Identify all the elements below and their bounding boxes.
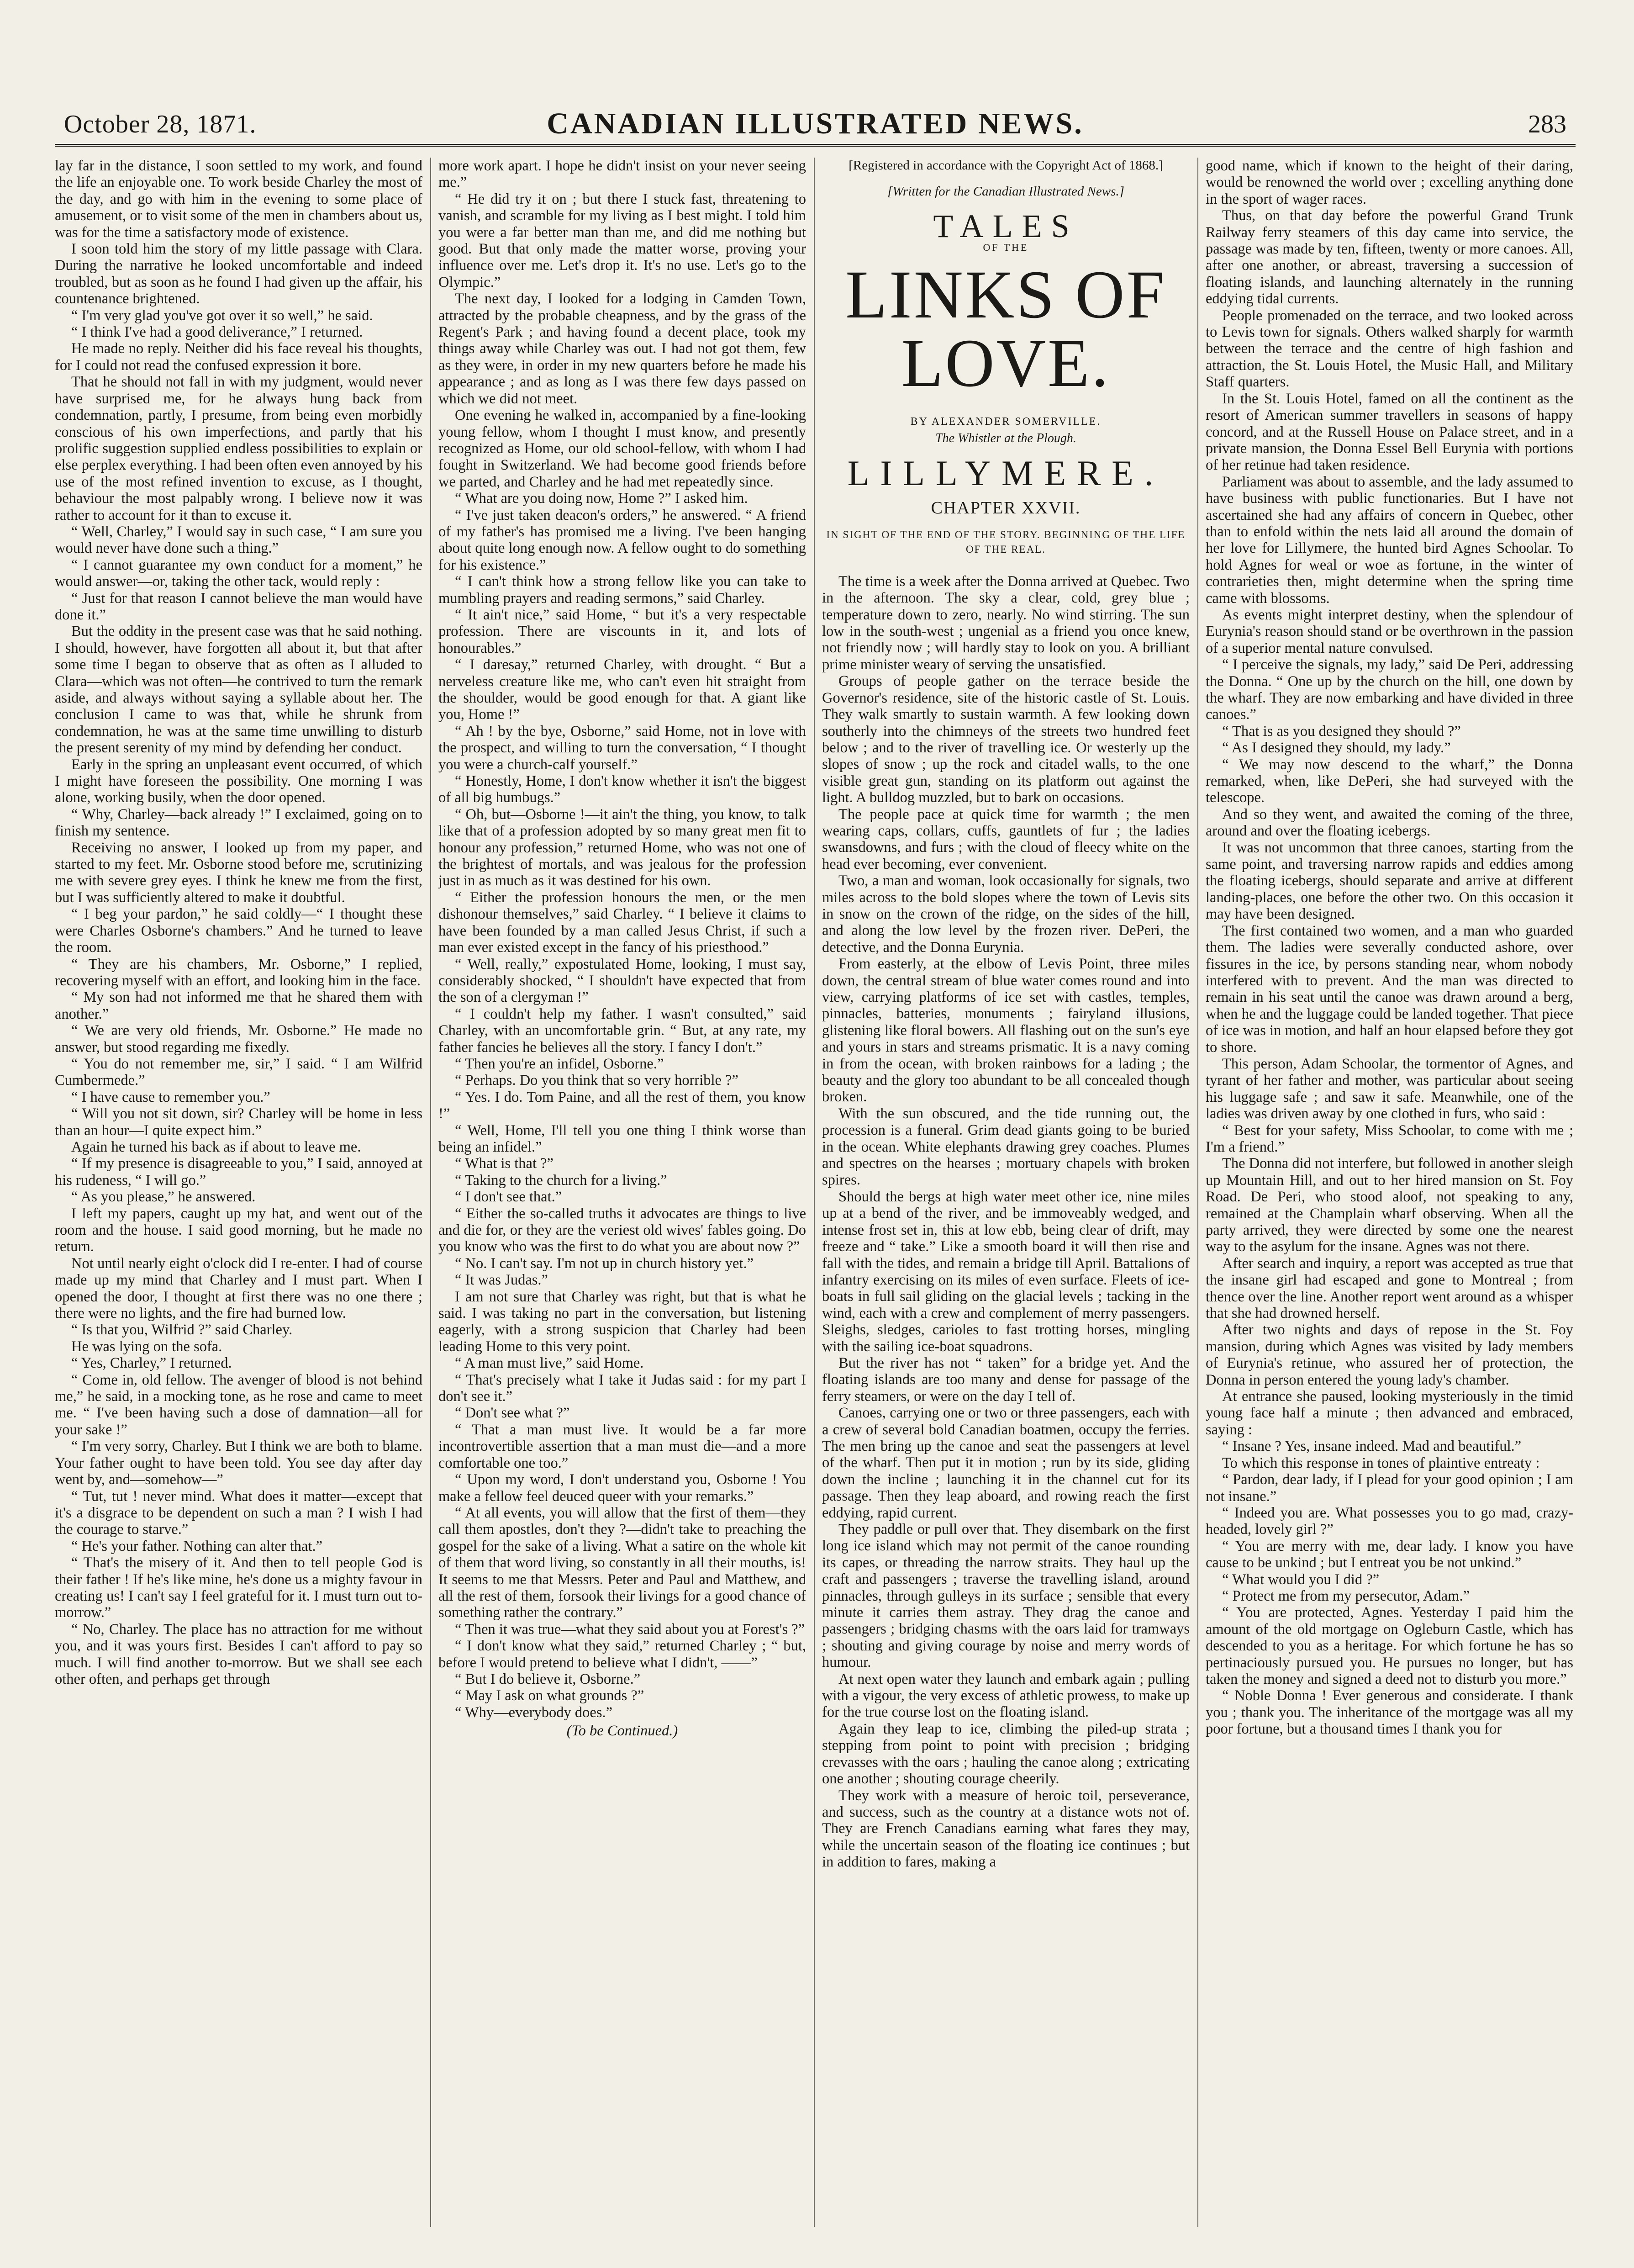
paragraph: “ I perceive the signals, my lady,” said De Peri, addressing the Donna. “ One up by the church on the hill, one down by the wharf. They are now embarking and have divided in three canoes.” [1206,656,1573,723]
paragraph: “ What would you I did ?” [1222,1571,1380,1588]
paragraph: “ Either the profession honours the men, or the men dishonour themselves,” said Charley. “ I believe it claims to have been founded by a man called Jesus Christ, if such a man ever existed except in the fancy of his priesthood.” [438,889,806,956]
paragraph: “ Don't see what ?” [455,1405,570,1422]
paragraph: “ Well, Charley,” I would say in such case, “ I am sure you would never have done such a thing.” [55,523,422,557]
paragraph: “ Then you're an infidel, Osborne.” [455,1055,664,1072]
paragraph: “ Just for that reason I cannot believe the man would have done it.” [55,590,422,623]
paragraph: “ That a man must live. It would be a far more incontrovertible assertion that a man must die—and a more comfortable one too.” [438,1421,806,1471]
paragraph: I soon told him the story of my little passage with Clara. During the narrative he looked uncomfortable and indeed troubled, but as soon as he found I had given up the affair, his countenance brightened. [55,241,422,307]
paragraph: But the river has not “ taken” for a bridge yet. And the floating islands are too many and dense for passage of the ferry steamers, or were on the day I tell of. [822,1354,1190,1405]
paragraph: Again he turned his back as if about to leave me. [71,1138,361,1155]
paragraph: The people pace at quick time for warmth ; the men wearing caps, collars, cuffs, gauntlets of fur ; the ladies swansdowns, and furs ; with the cloud of fleecy white on the head ever becoming, ever convenient. [822,806,1190,872]
paragraph: This person, Adam Schoolar, the tormentor of Agnes, and tyrant of her father and mother, was particular about seeing his luggage safe ; and saw it safe. Meanwhile, one of the ladies was driven away by one clothed in furs, who said : [1206,1055,1573,1122]
author-byline: BY ALEXANDER SOMERVILLE. [910,416,1102,428]
series-title-tales: TALES [933,208,1079,245]
chapter-heading: CHAPTER XXVII. [931,498,1081,518]
paragraph: The Donna did not interfere, but followed in another sleigh up Mountain Hill, and out to her hired mansion on St. Foy Road. De Peri, who stood aloof, not speaking to any, remained at the Champlain wharf observing. When all the party arrived, they were directed by some one the nearest way to the asylum for the insane. Agnes was not there. [1206,1155,1573,1255]
paragraph: “ Is that you, Wilfrid ?” said Charley. [71,1322,293,1338]
paragraph: “ What is that ?” [455,1155,553,1172]
paragraph: The next day, I looked for a lodging in Camden Town, attracted by the probable cheapness, and by the grass of the Regent's Park ; and having found a decent place, took my things away while Charley was out. I had not got them, few as they were, in order in my new quarters before he made his appearance ; and as long as I was there few days passed on which we did not meet. [438,291,806,407]
paragraph: “ Upon my word, I don't understand you, Osborne ! You make a fellow feel deuced queer with your remarks.” [438,1471,806,1505]
paragraph: “ That's precisely what I take it Judas said : for my part I don't see it.” [438,1371,806,1405]
to-be-continued: (To be Continued.) [566,1723,678,1739]
paragraph: After search and inquiry, a report was accepted as true that the insane girl had escaped and gone to Montreal ; from thence over the line. Another report went around as a whisper that she had drowned herself. [1206,1255,1573,1322]
paragraph: “ Noble Donna ! Ever generous and considerate. I thank you ; thank you. The inheritance of the mortgage was all my poor fortune, but a thousand times I thank you for [1206,1687,1573,1738]
paragraph: One evening he walked in, accompanied by a fine-looking young fellow, whom I thought I must know, and presently recognized as Home, our old school-fellow, with whom I had fought in Switzerland. We had become good friends before we parted, and Charley and he had met repeatedly since. [438,407,806,490]
paragraph: After two nights and days of repose in the St. Foy mansion, during which Agnes was visited by lady members of Eurynia's retinue, who assured her of protection, the Donna in person entered the young lady's chamber. [1206,1322,1573,1388]
paragraph: Groups of people gather on the terrace beside the Governor's residence, site of the historic castle of St. Louis. They walk smartly to sustain warmth. A few looking down southerly into the chimneys of the streets two hundred feet below ; and to the river of travelling ice. Or westerly up the slopes of snow ; up the rock and citadel walls, to the one visible great gun, standing on its platform out against the light. A bulldog muzzled, but to bark on occasions. [822,673,1190,806]
paragraph: “ May I ask on what grounds ?” [455,1687,644,1704]
paragraph: “ My son had not informed me that he shared them with another.” [55,989,422,1022]
issue-date: October 28, 1871. [64,110,257,138]
paragraph: Parliament was about to assemble, and the lady assumed to have business with public functionaries. But I have not ascertained she had any affairs of concern in Quebec, other than to enfold within the nets laid all around the domain of her love for Lillymere, the hunted bird Agnes Schoolar. To hold Agnes for weal or woe as fortune, in the winter of contrarieties then, might determine when the spring time came with blossoms. [1206,473,1573,607]
paragraph: “ Why—everybody does.” [455,1704,613,1721]
paragraph: People promenaded on the terrace, and two looked across to Levis town for signals. Others walked sharply for warmth between the terrace and the centre of high fashion and attraction, the St. Louis Hotel, the Music Hall, and Military Staff quarters. [1206,307,1573,391]
paragraph: “ Then it was true—what they said about you at Forest's ?” [455,1621,805,1638]
paragraph: “ Pardon, dear lady, if I plead for your good opinion ; I am not insane.” [1206,1471,1573,1505]
paragraph: They work with a measure of heroic toil, perseverance, and success, such as the country at a distance wots not of. They are French Canadians earning what fares they may, while the uncertain season of the floating ice continues ; but in addition to fares, making a [822,1787,1190,1871]
paragraph: “ I've just taken deacon's orders,” he answered. “ A friend of my father's has promised me a living. I've been hanging about quite long enough now. A fellow ought to do something for his existence.” [438,507,806,573]
paragraph: “ You do not remember me, sir,” I said. “ I am Wilfrid Cumbermede.” [55,1055,422,1089]
column-rule [1197,158,1198,2227]
paragraph: “ It was Judas.” [455,1272,548,1289]
paragraph: With the sun obscured, and the tide running out, the procession is a funeral. Grim dead giants going to be buried in the ocean. White elephants drawing grey coaches. Plumes and spectres on the hearses ; mortuary chapels with broken spires. [822,1105,1190,1189]
paragraph: “ Tut, tut ! never mind. What does it matter—except that it's a disgrace to be dependent on such a man ? I wish I had the courage to starve.” [55,1488,422,1538]
paragraph: “ Protect me from my persecutor, Adam.” [1222,1587,1470,1604]
paragraph: “ Yes. I do. Tom Paine, and all the rest of them, you know !” [438,1089,806,1122]
paragraph: “ I daresay,” returned Charley, with drought. “ But a nerveless creature like me, who can't even hit straight from the shoulder, would be good enough for that. A giant like you, Home !” [438,656,806,723]
story-title: LILLYMERE. [847,453,1165,493]
paragraph: To which this response in tones of plaintive entreaty : [1222,1454,1540,1471]
chapter-subtitle: IN SIGHT OF THE END OF THE STORY. BEGINNING OF THE LIFE OF THE REAL. [826,529,1186,555]
column-1 [55,158,422,2241]
paragraph: “ We may now descend to the wharf,” the Donna remarked, when, like DePeri, she had surveyed with the telescope. [1206,756,1573,806]
paragraph: Thus, on that day before the powerful Grand Trunk Railway ferry steamers of this day came into service, the passage was made by ten, fifteen, twenty or more canoes. All, after one another, or abreast, traversing a succession of floating islands, and launching alternately in the running eddying tidal currents. [1206,207,1573,307]
paragraph: “ Well, really,” expostulated Home, looking, I must say, considerably shocked, “ I shouldn't have expected that from the son of a clergyman !” [438,956,806,1006]
paragraph: He made no reply. Neither did his face reveal his thoughts, for I could not read the confused expression it bore. [55,340,422,374]
paragraph: “ Will you not sit down, sir? Charley will be home in less than an hour—I quite expect him.” [55,1105,422,1139]
paragraph: I left my papers, caught up my hat, and went out of the room and the house. I said good morning, but he made no return. [55,1205,422,1255]
paragraph: From easterly, at the elbow of Levis Point, three miles down, the central stream of blue water comes round and into view, carrying platforms of ice set with castles, temples, pinnacles, batteries, monuments ; fairyland illusions, glistening like floral bowers. All flashing out on the sun's eye and yours in stars and streams prismatic. It is a navy coming in from the ocean, with broken rainbows for a lading ; the beauty and the glory too abundant to be all concealed though broken. [822,956,1190,1105]
paragraph: The time is a week after the Donna arrived at Quebec. Two in the afternoon. The sky a clear, cold, grey blue ; temperature down to zero, nearly. No wind stirring. The sun low in the south-west ; ungenial as a friend you once knew, not friendly now ; will hardly stay to look on you. A brilliant prime minister weary of serving the unsatisfied. [822,573,1190,673]
paragraph: “ We are very old friends, Mr. Osborne.” He made no answer, but stood regarding me fixedly. [55,1022,422,1056]
paragraph: “ It ain't nice,” said Home, “ but it's a very respectable profession. There are viscounts in it, and lots of honourables.” [438,606,806,656]
paragraph: “ That's the misery of it. And then to tell people God is their father ! If he's like mine, he's done us a mighty favour in creating us! I can't say I feel grateful for it. I must turn out to-morrow.” [55,1554,422,1621]
paragraph: “ I think I've had a good deliverance,” I returned. [71,324,363,341]
paragraph: They paddle or pull over that. They disembark on the first long ice island which may not permit of the canoe rounding its capes, or threading the narrow straits. They haul up the craft and passengers ; traverse the travelling island, around pinnacles, through gulleys in its surface ; sensible that every minute it carries them astray. They drag the canoe and passengers ; bridging chasms with the oars laid for tramways ; shouting and giving courage by noise and merry words of humour. [822,1521,1190,1671]
paragraph: “ Ah ! by the bye, Osborne,” said Home, not in love with the prospect, and willing to turn the conversation, “ I thought you were a church-calf yourself.” [438,723,806,773]
paragraph: “ As you please,” he answered. [71,1189,256,1205]
newspaper-title: CANADIAN ILLUSTRATED NEWS. [547,107,1084,140]
paragraph: “ You are merry with me, dear lady. I know you have cause to be unkind ; but I entreat you be not unkind.” [1206,1538,1573,1571]
paragraph: “ If my presence is disagreeable to you,” I said, annoyed at his rudeness, “ I will go.” [55,1155,422,1189]
column-rule [814,158,815,2227]
page-header [55,103,1576,147]
paragraph: In the St. Louis Hotel, famed on all the continent as the resort of American summer travellers in seasons of happy concord, and at the Russell House on Palace street, and in a private mansion, the Donna Essel Bell Eurynia with portions of her retinue had taken residence. [1206,390,1573,474]
column-3 [822,158,1190,2241]
column-rule [430,158,431,2227]
column-2 [438,158,806,2241]
paragraph: Should the bergs at high water meet other ice, nine miles up at a bend of the river, and be immoveably wedged, and intense frost set in, this at low ebb, being clear of drift, may freeze and “ take.” Like a smooth board it will then rise and fall with the tides, and remain a bridge till April. Battalions of infantry exercising on its miles of even surface. Fleets of ice-boats in full sail gliding on the glacial levels ; tacking in the wind, each with a crew and complement of merry passengers. Sleighs, sledges, carioles to fast trotting horses, mingling with the sailing ice-boat squadrons. [822,1188,1190,1355]
paragraph: “ I'm very sorry, Charley. But I think we are both to blame. Your father ought to have been told. You see day after day went by, and—somehow—” [55,1438,422,1488]
paragraph: “ Yes, Charley,” I returned. [71,1355,232,1372]
paragraph: “ No. I can't say. I'm not up in church history yet.” [455,1255,754,1272]
paragraph: Canoes, carrying one or two or three passengers, each with a crew of several bold Canadian boatmen, occupy the ferries. The men bring up the canoe and seat the passengers at level of the wharf. Then put it in motion ; run by its side, gliding down the incline ; launching it in the channel cut for its passage. Then they leap aboard, and rowing reach the first eddying, rapid current. [822,1405,1190,1521]
paragraph: “ Oh, but—Osborne !—it ain't the thing, you know, to talk like that of a profession adopted by so many great men fit to honour any profession,” returned Home, who was not one of the brightest of mortals, and was jealous for the profession just in as much as it was destined for his own. [438,806,806,889]
paragraph: “ They are his chambers, Mr. Osborne,” I replied, recovering myself with an effort, and looking him in the face. [55,956,422,989]
paragraph: good name, which if known to the height of their daring, would be renowned the world over ; excelling anything done in the sport of wager races. [1206,158,1573,207]
paragraph: “ Perhaps. Do you think that so very horrible ?” [455,1072,738,1089]
paragraph: The first contained two women, and a man who guarded them. The ladies were severally conducted ashore, over fissures in the ice, by persons standing near, whom nobody interfered with to prevent. And the man was directed to remain in his seat until the canoe was drawn around a berg, when he and the luggage could be landed together. That piece of ice was in motion, and half an hour elapsed before they got to shore. [1206,922,1573,1056]
paragraph: “ Indeed you are. What possesses you to go mad, crazy-headed, lovely girl ?” [1206,1504,1573,1538]
paragraph: Receiving no answer, I looked up from my paper, and started to my feet. Mr. Osborne stood before me, scrutinizing me with severe grey eyes. I think he knew me from the first, but I was sufficiently altered to make it doubtful. [55,839,422,906]
author-subtitle: The Whistler at the Plough. [935,431,1076,445]
paragraph: “ Best for your safety, Miss Schoolar, to come with me ; I'm a friend.” [1206,1122,1573,1155]
page-number: 283 [1528,110,1566,138]
paragraph: At entrance she paused, looking mysteriously in the timid young face half a minute ; then advanced and embraced, saying : [1206,1388,1573,1438]
paragraph: “ At all events, you will allow that the first of them—they call them apostles, don't they ?—didn't take to preaching the gospel for the sake of a living. What a satire on the whole kit of them that word living, so constantly in all their mouths, is! It seems to me that Messrs. Peter and Paul and Matthew, and all the rest of them, forsook their livings for a good chance of something rather the contrary.” [438,1504,806,1621]
paragraph: “ I don't see that.” [455,1189,562,1205]
paragraph: “ I beg your pardon,” he said coldly—“ I thought these were Charles Osborne's chambers.” And he turned to leave the room. [55,906,422,956]
paragraph: He was lying on the sofa. [71,1338,222,1355]
paragraph: It was not uncommon that three canoes, starting from the same point, and traversing narrow rapids and eddies among the floating icebergs, should separate and arrive at different landing-places, one before the other two. On this occasion it may have been designed. [1206,839,1573,923]
paragraph: “ I cannot guarantee my own conduct for a moment,” he would answer—or, taking the other tack, would reply : [55,556,422,590]
paragraph: “ Why, Charley—back already !” I exclaimed, going on to finish my sentence. [55,806,422,840]
paragraph: lay far in the distance, I soon settled to my work, and found the life an enjoyable one. To work beside Charley the most of the day, and go with him in the evening to some place of amusement, or to visit some of the men in chambers about us, was for the time a satisfactory mode of existence. [55,158,422,241]
paragraph: “ A man must live,” said Home. [455,1355,644,1372]
newspaper-page [32,0,1594,2268]
paragraph: “ I'm very glad you've got over it so well,” he said. [71,307,373,324]
paragraph: But the oddity in the present case was that he said nothing. I should, however, have forgotten all about it, but that after some time I began to observe that as often as I alluded to Clara—which was not often—he contrived to turn the remark aside, and always without saying a syllable about her. The conclusion I came to was that, while he shrunk from condemnation, he was at the same time unwilling to disturb the present serenity of my mind by defending her conduct. [55,623,422,756]
paragraph: That he should not fall in with my judgment, would never have surprised me, for he always hung back from condemnation, partly, I presume, from being even morbidly conscious of his own imperfections, and partly that his prolific suggestion supplied endless possibilities to explain or else perplex everything. I had been often even annoyed by his use of the most refined invention to excuse, as I thought, behaviour the most palpably wrong. I believe now it was rather to account for it than to excuse it. [55,374,422,523]
paragraph: “ No, Charley. The place has no attraction for me without you, and it was yours first. Besides I can't afford to pay so much. I will find another to-morrow. But we shall see each other often, and perhaps get through [55,1621,422,1687]
paragraph: “ Well, Home, I'll tell you one thing I think worse than being an infidel.” [438,1122,806,1155]
paragraph: “ But I do believe it, Osborne.” [455,1671,641,1687]
paragraph: “ Come in, old fellow. The avenger of blood is not behind me,” he said, in a mocking tone, as he rose and came to meet me. “ I've been having such a dose of damnation—all for your sake !” [55,1371,422,1438]
paragraph: “ Honestly, Home, I don't know whether it isn't the biggest of all big humbugs.” [438,773,806,806]
paragraph: “ He did try it on ; but there I stuck fast, threatening to vanish, and scramble for my living as I best might. I told him you were a far better man than me, and did me nothing but good. But that only made the matter worse, proving your influence over me. Let's drop it. It's no use. Let's go to the Olympic.” [438,190,806,291]
paragraph: “ Insane ? Yes, insane indeed. Mad and beautiful.” [1222,1438,1522,1455]
series-title-of-the: OF THE [983,241,1029,253]
paragraph: “ You are protected, Agnes. Yesterday I paid him the amount of the old mortgage on Ogleburn Castle, which has descended to you as a heritage. For which fortune he has so pertinaciously pursued you. He pursues no longer, but has taken the money and signed a deed not to disturb you more.” [1206,1604,1573,1687]
paragraph: “ Either the so-called truths it advocates are things to live and die for, or they are the veriest old wives' fables going. Do you know who was the first to do what you are about now ?” [438,1205,806,1255]
paragraph: “ I don't know what they said,” returned Charley ; “ but, before I would pretend to believe what I didn't, ——” [438,1638,806,1671]
paragraph: “ I couldn't help my father. I wasn't consulted,” said Charley, with an uncomfortable grin. “ But, at any rate, my father fancies he believes all the story. I fancy I don't.” [438,1005,806,1056]
series-title-links: LINKS OF LOVE. [845,257,1166,402]
paragraph: Two, a man and woman, look occasionally for signals, two miles across to the bold slopes where the town of Levis sits in snow on the crown of the ridge, on the sides of the hill, and along the low level by the frozen river. DePeri, the detective, and the Donna Eurynia. [822,872,1190,956]
paragraph: I am not sure that Charley was right, but that is what he said. I was taking no part in the conversation, but listening eagerly, with a strong suspicion that Charley had been leading Home to this very point. [438,1288,806,1355]
paragraph: “ I can't think how a strong fellow like you can take to mumbling prayers and reading sermons,” said Charley. [438,573,806,607]
paragraph: And so they went, and awaited the coming of the three, around and over the floating icebergs. [1206,806,1573,840]
paragraph: “ He's your father. Nothing can alter that.” [71,1538,323,1554]
paragraph: “ Taking to the church for a living.” [455,1172,667,1189]
paragraph: “ What are you doing now, Home ?” I asked him. [455,490,748,507]
paragraph: Again they leap to ice, climbing the piled-up strata ; stepping from point to point with precision ; bridging crevasses with the oars ; hauling the canoe along ; extricating one another ; shouting courage cheerily. [822,1720,1190,1787]
paragraph: more work apart. I hope he didn't insist on your never seeing me.” [438,158,806,191]
written-for-note: [Written for the Canadian Illustrated News.] [887,184,1124,199]
paragraph: Not until nearly eight o'clock did I re-enter. I had of course made up my mind that Charley and I must part. When I opened the door, I thought at first there was no one there ; there were no lights, and the fire had burned low. [55,1255,422,1322]
paragraph: “ As I designed they should, my lady.” [1222,740,1451,756]
paragraph: At next open water they launch and embark again ; pulling with a vigour, the very excess of athletic prowess, to make up for the true course lost on the floating island. [822,1671,1190,1721]
paragraph: “ That is as you designed they should ?” [1222,723,1461,740]
paragraph: Early in the spring an unpleasant event occurred, of which I might have foreseen the possibility. One morning I was alone, working busily, when the door opened. [55,756,422,806]
paragraph: As events might interpret destiny, when the splendour of Eurynia's reason should stand or be overthrown in the passion of a superior mental nature convulsed. [1206,606,1573,656]
copyright-notice: [Registered in accordance with the Copyright Act of 1868.] [849,158,1163,173]
column-4 [1206,158,1573,2241]
paragraph: “ I have cause to remember you.” [71,1089,270,1105]
